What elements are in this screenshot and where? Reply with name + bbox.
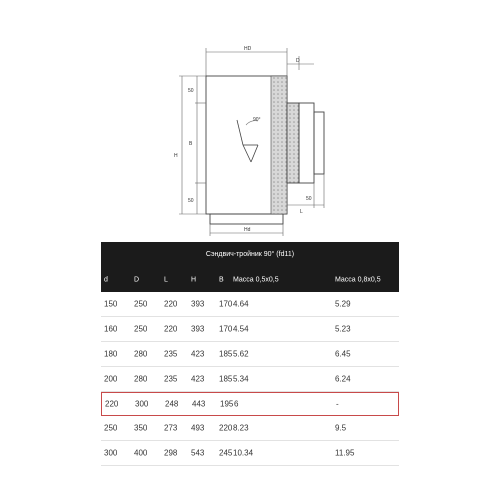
label-angle: 90° xyxy=(253,117,261,123)
cell-D: 250 xyxy=(134,299,148,309)
cell-D: 280 xyxy=(134,374,148,384)
table-header xyxy=(101,267,399,292)
cell-d: 200 xyxy=(104,374,118,384)
cell-d: 220 xyxy=(105,399,119,409)
table-row xyxy=(101,441,399,466)
table-row xyxy=(101,416,399,441)
col-header-mass-08: Масса 0,8x0,5 xyxy=(335,276,381,283)
cell-L: 298 xyxy=(164,448,178,458)
cell-mass-08: 5.29 xyxy=(335,299,351,309)
table-row xyxy=(101,367,399,392)
spec-table xyxy=(101,242,399,466)
table-title: Сэндвич-тройник 90° (fd11) xyxy=(101,242,399,267)
cell-mass-05: 8.23 xyxy=(233,423,249,433)
dim-hd-top xyxy=(206,48,287,76)
tee-branch xyxy=(287,103,324,183)
dim-d-right xyxy=(287,56,314,70)
cell-H: 393 xyxy=(191,299,205,309)
cell-D: 300 xyxy=(135,399,149,409)
cell-mass-08: 6.24 xyxy=(335,374,351,384)
cell-H: 493 xyxy=(191,423,205,433)
cell-D: 280 xyxy=(134,349,148,359)
cell-B: 170 xyxy=(219,324,233,334)
cell-d: 300 xyxy=(104,448,118,458)
cell-d: 180 xyxy=(104,349,118,359)
cell-B: 245 xyxy=(219,448,233,458)
table-body xyxy=(101,292,399,466)
cell-d: 250 xyxy=(104,423,118,433)
cell-H: 543 xyxy=(191,448,205,458)
cell-H: 423 xyxy=(191,349,205,359)
col-header-H: H xyxy=(191,276,197,283)
cell-H: 423 xyxy=(191,374,205,384)
label-d-right: D xyxy=(296,58,300,64)
label-dim-50-bottom: 50 xyxy=(188,198,194,204)
cell-mass-05: 5.62 xyxy=(233,349,249,359)
cell-mass-08: 9.5 xyxy=(335,423,347,433)
label-dim-b: B xyxy=(189,141,193,147)
cell-mass-05: 4.54 xyxy=(233,324,249,334)
cell-H: 393 xyxy=(191,324,205,334)
label-dim-50-top: 50 xyxy=(188,88,194,94)
cell-L: 248 xyxy=(165,399,179,409)
dim-left xyxy=(179,76,206,214)
cell-mass-05: 4.64 xyxy=(233,299,249,309)
table-row xyxy=(101,342,399,367)
cell-B: 185 xyxy=(219,349,233,359)
cell-d: 150 xyxy=(104,299,118,309)
cell-mass-08: 6.45 xyxy=(335,349,351,359)
label-dim-50-right: 50 xyxy=(306,196,312,202)
label-hd-bottom: Hd xyxy=(244,227,251,233)
insulation-main xyxy=(271,76,287,214)
col-header-mass-05: Масса 0,5x0,5 xyxy=(233,276,279,283)
inner-cone xyxy=(237,120,258,162)
cell-B: 195 xyxy=(220,399,234,409)
cell-mass-05: 10.34 xyxy=(233,448,254,458)
cell-mass-08: 5.23 xyxy=(335,324,351,334)
cell-mass-05: 5.34 xyxy=(233,374,249,384)
cell-mass-05: 6 xyxy=(234,399,239,409)
table-row xyxy=(101,392,399,416)
cell-B: 185 xyxy=(219,374,233,384)
cell-L: 220 xyxy=(164,299,178,309)
cell-L: 273 xyxy=(164,423,178,433)
col-header-L: L xyxy=(164,276,168,283)
col-header-d: d xyxy=(104,276,108,283)
cell-mass-08: 11.95 xyxy=(335,448,355,458)
tee-technical-drawing xyxy=(0,0,500,240)
cell-L: 235 xyxy=(164,374,178,384)
col-header-D: D xyxy=(134,276,140,283)
cell-D: 400 xyxy=(134,448,148,458)
cell-mass-08: - xyxy=(336,399,339,409)
cell-H: 443 xyxy=(192,399,206,409)
cell-D: 250 xyxy=(134,324,148,334)
label-dim-h: H xyxy=(174,153,178,159)
cell-L: 235 xyxy=(164,349,178,359)
label-hd-top: HD xyxy=(244,46,252,52)
table-row xyxy=(101,317,399,342)
col-header-B: B xyxy=(219,276,224,283)
cell-d: 160 xyxy=(104,324,118,334)
cell-D: 350 xyxy=(134,423,148,433)
cell-B: 220 xyxy=(219,423,233,433)
label-dim-l: L xyxy=(300,209,303,215)
cell-B: 170 xyxy=(219,299,233,309)
cell-L: 220 xyxy=(164,324,178,334)
table-row xyxy=(101,292,399,317)
